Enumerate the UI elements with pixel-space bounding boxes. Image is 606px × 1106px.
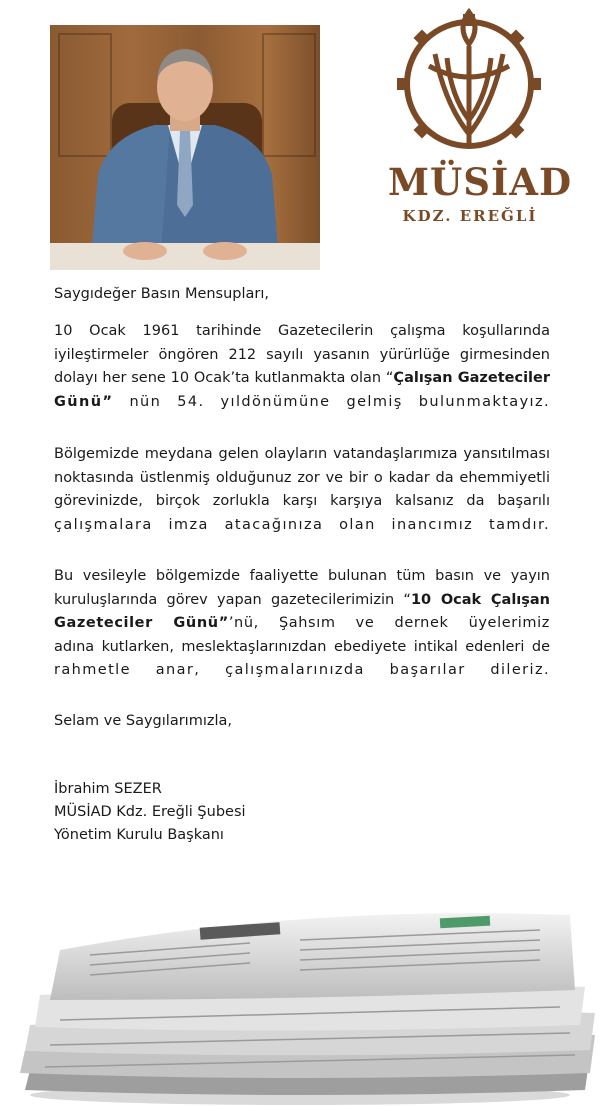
p2-line-4: çalışmalara imza atacağınıza olan inancımız tamdır. <box>54 516 550 533</box>
p1-line-2: iyileştirmeler öngören 212 sayılı yasanın yürürlüğe girmesinden <box>54 346 550 363</box>
p3-line-1: Bu vesileyle bölgemizde faaliyette bulunan tüm basın ve yayın <box>54 568 550 584</box>
closing: Selam ve Saygılarımızla, <box>54 713 232 729</box>
person-silhouette-icon <box>50 25 320 270</box>
p2-line-1: Bölgemizde meydana gelen olayların vatandaşlarımıza yansıtılması <box>54 446 550 462</box>
p3-line-2: kuruluşlarında görev yapan gazetecilerimizin “10 Ocak Çalışan <box>54 591 550 608</box>
greeting: Saygıdeğer Basın Mensupları, <box>54 286 270 302</box>
paragraph-2 <box>54 443 550 537</box>
p3-line-5: rahmetle anar, çalışmalarınızda başarılar dileriz. <box>54 662 550 678</box>
p1-line-1: 10 Ocak 1961 tarihinde Gazetecilerin çalışma koşullarında <box>54 323 550 339</box>
p3-line-4: adına kutlarken, meslektaşlarınızdan ebediyete intikal edenleri de <box>54 638 550 655</box>
signature-name: İbrahim SEZER <box>54 781 162 797</box>
paragraph-3 <box>54 565 550 683</box>
signature-title: Yönetim Kurulu Başkanı <box>54 827 224 843</box>
newspaper-stack-icon <box>0 895 606 1106</box>
logo-subtitle: KDZ. EREĞLİ <box>402 207 538 225</box>
signature-org: MÜSİAD Kdz. Ereğli Şubesi <box>54 804 246 820</box>
p2-line-3: görevinizde, birçok zorlukla karşı karşıya kalsanız da başarılı <box>54 493 550 509</box>
portrait-photo <box>50 25 320 270</box>
p1-line-3: dolayı her sene 10 Ocak’ta kutlanmakta olan “Çalışan Gazeteciler <box>54 370 550 386</box>
p2-line-2: noktasında üstlenmiş olduğunuz zor ve bir o kadar da ehemmiyetli <box>54 469 550 486</box>
paragraph-1 <box>54 320 550 414</box>
signature-block <box>54 778 550 847</box>
p3-line-3: Gazeteciler Günü”’nü, Şahsım ve dernek üyelerimiz <box>54 615 550 631</box>
logo-name: MÜSİAD <box>388 160 573 204</box>
p1-line-4: Günü” nün 54. yıldönümüne gelmiş bulunmaktayız. <box>54 393 550 410</box>
